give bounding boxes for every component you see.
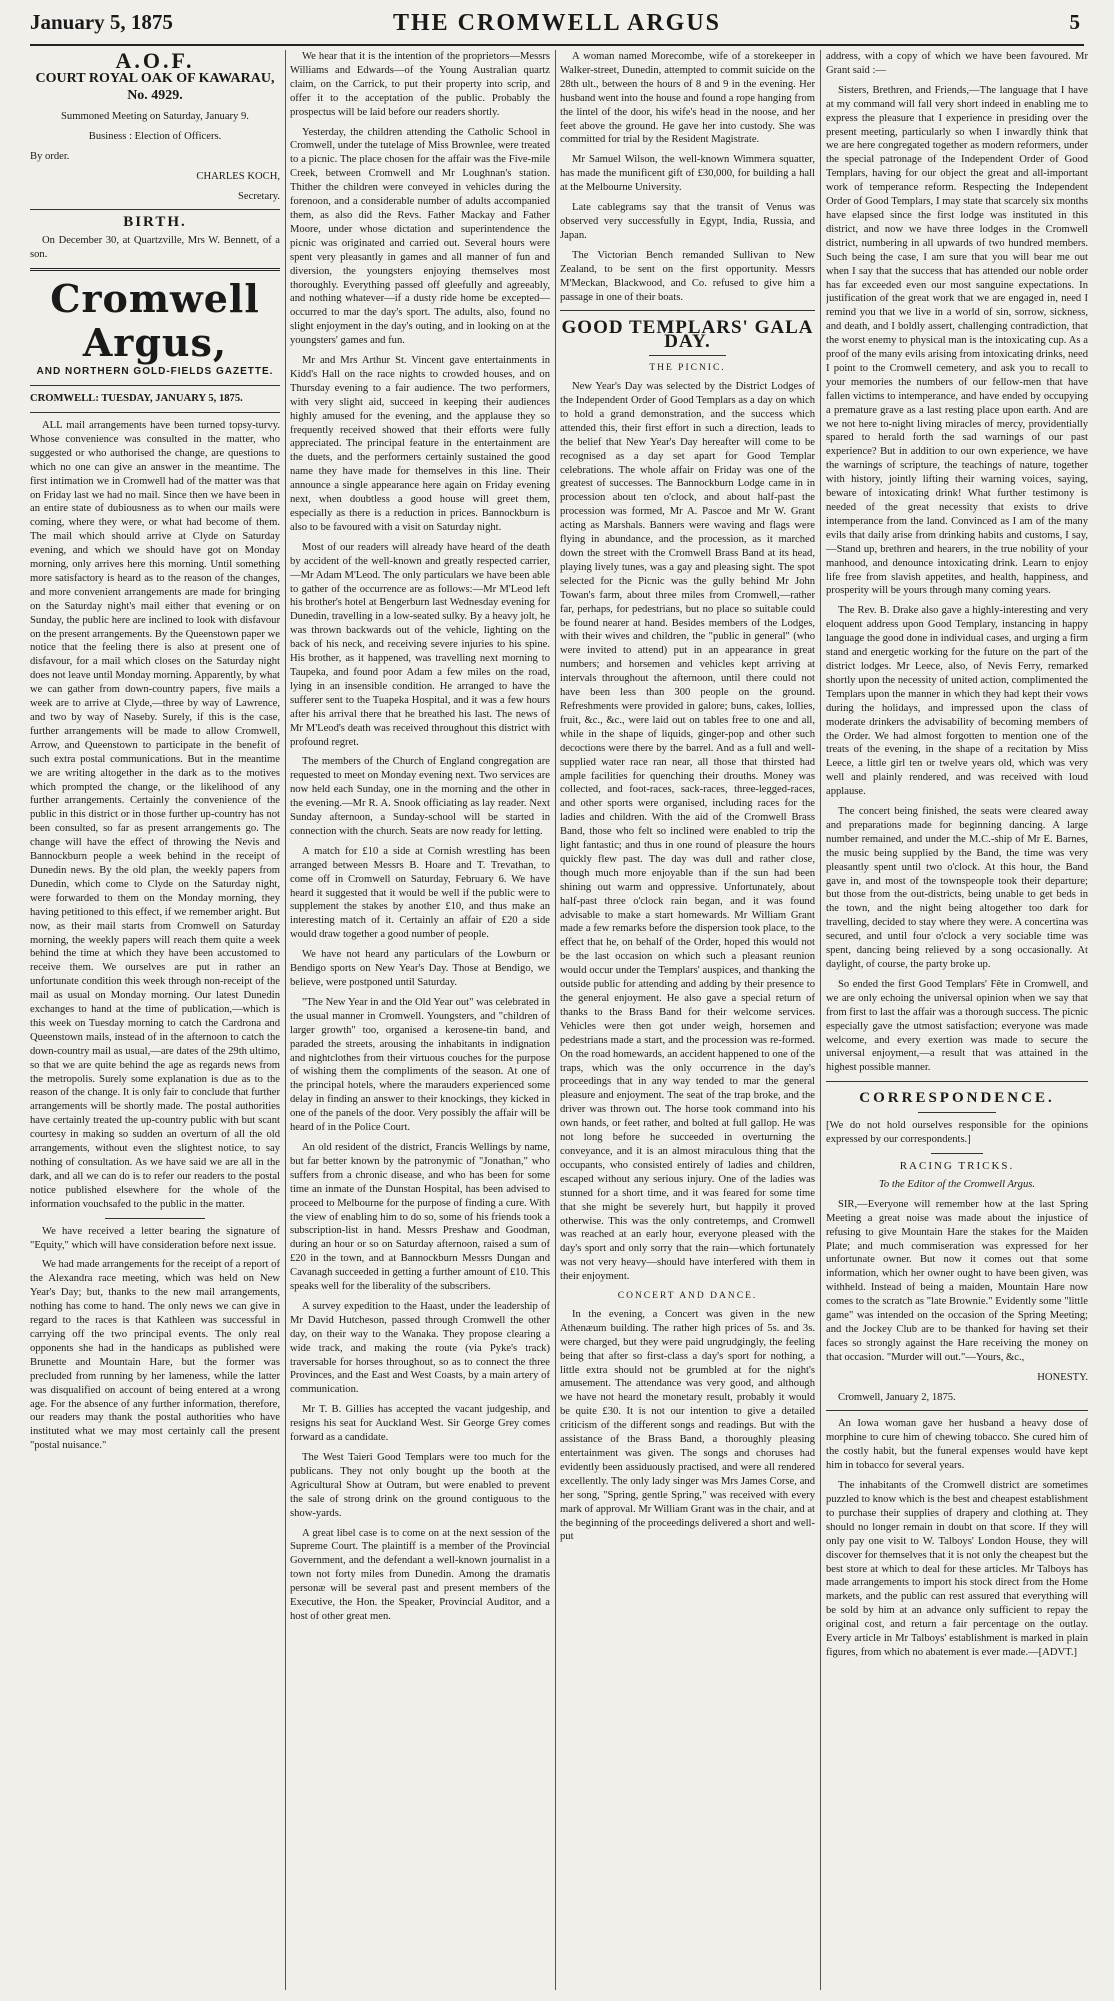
news-paragraph: "The New Year in and the Old Year out" was celebrated in the usual manner in Cromwell. Youngsters, and "children of larger growth" too, organised a kerosene-tin band, and paraded the streets, arousing the inhabitants in indignation and nightclothes from their virtuous couches for the purpose of wishing them the compliments of the season. At one of the principal hotels, where the marauders experienced some delay in finding an answer to their knockings, they kicked in one of the panels of the door. Very possibly the affair will be heard of in the Police Court.	[290, 996, 550, 1134]
letter-signoff: HONESTY.	[1037, 1371, 1088, 1383]
divider	[931, 1153, 983, 1154]
column-3	[560, 50, 815, 1990]
by-order: By order.	[30, 150, 70, 162]
divider	[560, 310, 815, 311]
news-paragraph: The Victorian Bench remanded Sullivan to New Zealand, to be sent on the first opportunity. Messrs M'Meckan, Blackwood, and Co. refused to give him a passage in one of their boats.	[560, 249, 815, 303]
picnic-subheading: THE PICNIC.	[649, 363, 726, 374]
speech-paragraph: Sisters, Brethren, and Friends,—The language that I have at my command will fall very short indeed in enabling me to express the pleasure that I experience in presiding over the present meeting, particularly so when I inwardly think that we are here congregated together as modern reformers, under the special patronage of the Independent Order of Good Templars, having for our object the great and all-important work of temperance reform. Respecting the Independent Order of Good Templars, I may state that scarcely six months have elapsed since the first lodge was instituted in this district, and now we have three lodges in the Cromwell district, numbering in all upwards of two hundred members. Such being the case, I am sure that you will bear me out when I say that the success that has attended our noble order has far exceeded even our most sanguine expectations. In justification of the great work that we are engaged in, need I remind you that we live in a world of sin, sorrow, sickness, and death, and I boldly assert, challenging contradiction, that the worst enemy to physical man is the intoxicating cup. As a proof of the many evils arising from intoxicating drinks, need I point to the Cromwell cemetery, and ask you to recall to your memories the numbers of our fellow-men that have fallen victims to intemperance, and have ended by occupying a premature grave as a last resting place upon earth. And are we not here to-night living miracles of mercy, providentially spared to herald forth the sad warnings of our past experience? But in addition to our own experience, we have the warnings of scripture, the teachings of nature, together with history, jointly lifting their warning voices, saying, beware of intoxicating drink! What further testimony is needed of the great necessity that exists to drive intemperance from the land. Convinced as I am of the many evils that daily arise from drinking habits and customs, I say,—Stand up, brethren and hearers, in the true nobility of your manhood, and denounce intoxicating drink. Learn to enjoy life free from slavish appetites, and health, happiness, and prosperity will be yours through many coming years.	[826, 84, 1088, 597]
letter-body: SIR,—Everyone will remember how at the last Spring Meeting a great noise was made about the injustice of refusing to give Mountain Hare the stakes for the Maiden Plate; and much commiseration was expressed for her unfortunate owner. But now it comes out that some information, which her owner ought to have been given, was withheld. Instead of being a maiden, Mountain Hare now comes to the scratch as "late Brownie." Evidently some "little game" was intended on the occasion of the Spring Meeting; and the Jockey Club are to be thanked for having set their faces so strongly against the Hare receiving the money on that occasion. "Murder will out."—Yours, &c.,	[826, 1198, 1088, 1363]
news-paragraph: We had made arrangements for the receipt of a report of the Alexandra race meeting, which was held on New Year's Day; but, thanks to the new mail arrangements, nothing has come to hand. The only news we can give in regard to the races is that Kathleen was successful in carrying off the two principal events. The only real opponents she had in the handicaps as published were Brunette and Mountain Hare, but the former was precluded from running by her lameness, while the latter was disqualified on account of being entered at a wrong age. For the absence of any further information, therefore, our readers may thank the postal authorities who have instituted what we may most certainly call the present "postal nuisance."	[30, 1259, 280, 1452]
concert-subheading: CONCERT AND DANCE.	[617, 1291, 758, 1302]
news-paragraph: Most of our readers will already have heard of the death by accident of the well-known and greatly respected carrier,—Mr Adam M'Leod. The only particulars we have been able to gather of the occurrence are as follows:—Mr M'Leod left his brother's hotel at Bengerburn last Wednesday evening for Dunedin, travelling in a low-seated sulky. By a heavy jolt, he was thrown backwards out of the vehicle, lighting on the back of his neck, and receiving severe injuries to his spine. His brother, as it happened, was travelling next morning to Taupeka, and found poor Adam a few miles on the road, lying in an insensible condition. He arranged to have the sufferer sent to the Tuapeka Hospital, and it was a few hours after his arrival there that he breathed his last. The news of Mr M'Leod's death was received throughout this district with profound regret.	[290, 541, 550, 748]
news-paragraph: A survey expedition to the Haast, under the leadership of Mr David Hutcheson, passed through Cromwell the other day, on their way to the Wanaka. They propose clearing a wide track, and making the route (via Pyke's track) traversable for horses throughout, so as to connect the three Provinces, and the East and West Coasts, by a main artery of communication.	[290, 1300, 550, 1396]
dateline: CROMWELL: TUESDAY, JANUARY 5, 1875.	[30, 393, 243, 405]
court-name: COURT ROYAL OAK OF KAWARAU, No. 4929.	[35, 70, 275, 103]
divider	[918, 1112, 997, 1113]
news-paragraph: A match for £10 a side at Cornish wrestling has been arranged between Messrs B. Hoare and T. Trevathan, to come off in Cromwell on Saturday, February 6. We have heard it suggested that it would be well if the public were to supplement the stakes by another £10, and thus make an interesting match of it. Certainly an affair of £20 a side would draw together a good number of people.	[290, 845, 550, 941]
news-paragraph: A woman named Morecombe, wife of a storekeeper in Walker-street, Dunedin, attempted to commit suicide on the 28th ult., between the hours of 8 and 9 in the evening. Her husband went into the house and found a rope hanging from the lintel of the door, his wife's head in the noose, and her feet above the ground. He gave her into custody. She was committed for trial by the Resident Magistrate.	[560, 51, 815, 146]
news-paragraph: Late cablegrams say that the transit of Venus was observed very successfully in Egypt, India, Russia, and Japan.	[560, 202, 815, 241]
disclaimer: [We do not hold ourselves responsible for the opinions expressed by our correspondents.]	[826, 1120, 1088, 1146]
column-rule	[285, 50, 286, 1990]
news-paragraph: Mr Samuel Wilson, the well-known Wimmera squatter, has made the munificent gift of £30,000, for building a hall at the Melbourne University.	[560, 154, 815, 194]
article-paragraph: So ended the first Good Templars' Fête in Cromwell, and we are only echoing the universal opinion when we say that from first to last the affair was a thorough success. The picnic especially gave the utmost satisfaction; everyone was made welcome, and every exertion was made to secure the universal enjoyment,—a result that was attained in the highest possible manner.	[826, 978, 1088, 1074]
column-4	[826, 50, 1088, 1990]
divider	[105, 1218, 205, 1219]
letter-addressee: To the Editor of the Cromwell Argus.	[878, 1178, 1036, 1190]
article-paragraph: In the evening, a Concert was given in the new Athenæum building. The rather high prices of 5s. and 3s. were charged, but they were paid ungrudgingly, the feeling being that after so first-class a day's sport for nothing, a little extra should not be grumbled at for the night's amusement. The attendance was very good, and although we have not heard the monetary result, probably it would be quite £30. It is not our intention to give a detailed criticism of the different songs and readings. But with the assistance of the Brass Band, a thoroughly pleasing entertainment was given. The songs and choruses had evidently been assiduously practised, and were all rendered excellently. The only lady singer was Mrs James Corse, and her song, "Spring, gentle Spring," was received with every mark of approval. Mr William Grant was in the chair, and at the beginning of the proceedings delivered a short and well-put	[560, 1308, 815, 1543]
secretary-name: CHARLES KOCH,	[196, 170, 280, 182]
news-paragraph: We hear that it is the intention of the proprietors—Messrs Williams and Edwards—of the Young Australian quartz claim, on the Carrick, to put their property into scrip, and offer it to the acceptation of the public. Probably the prospectus will be laid before our readers shortly.	[290, 51, 550, 118]
article-paragraph: The concert being finished, the seats were cleared away and preparations made for beginning dancing. A large number remained, and under the M.C.-ship of Mr E. Barnes, the music being supplied by the Band, the time was very pleasantly spent until two o'clock. At this hour, the Band gave in, and most of the townspeople took their departure; but those from the out-districts, being unable to get beds in the town, and the night being altogether too dark for travelling, decided to stay where they were. A concertina was secured, and until four o'clock a very sociable time was spent, dancing being relieved by a song occasionally. At daylight, of course, the party broke up.	[826, 806, 1088, 970]
news-paragraph: Mr and Mrs Arthur St. Vincent gave entertainments in Kidd's Hall on the race nights to crowded houses, and on Thursday evening to a fair audience. The two performers, with very slight aid, succeed in keeping their audiences highly amused for the evening, and the applause they so frequently received showed that their efforts were fully appreciated. The principal feature in the entertainment are the duets, and the performers certainly sustained the good name they have made for themselves in this line. Their announce a single appearance here again on Friday evening next, when doubtless a good house will greet them, especially as there is a reduction in prices. Bannockburn is also to be favoured with a visit on Saturday night.	[290, 355, 550, 533]
masthead	[30, 10, 1084, 46]
divider	[30, 268, 280, 271]
divider	[826, 1410, 1088, 1411]
business-notice: Business : Election of Officers.	[88, 130, 222, 142]
divider	[30, 385, 280, 386]
birth-heading: BIRTH.	[123, 214, 187, 231]
news-paragraph: Yesterday, the children attending the Catholic School in Cromwell, under the tutelage of Miss Brownlee, were treated to a picnic. The place chosen for the affair was the Five-mile Creek, between Cromwell and Mr Loughnan's station. Thither the children were conveyed in vehicles during the forenoon, and a considerable number of adults accompanied them, as also did the Revs. Father Mackay and Father Moore, under whose dictation and superintendence the picnic was originated and carried out. Several hours were spent very pleasantly in games and all manner of fun and diversion, the youngsters enjoying themselves most thoroughly. Everything passed off gleefully and agreeably, and nothing whatever—if a dusty ride home be excepted—occurred to mar the day's sport. The adults, also, found no slight enjoyment in the day's outing, and in looking on at the youngsters' games and fun.	[290, 126, 550, 347]
editorial-paragraph: ALL mail arrangements have been turned topsy-turvy. Whose convenience was consulted in the matter, who suggested or who authorised the change, are questions to which no one can give an answer in the meantime. The first intimation we in Cromwell had of the matter was that on Friday last we had no mail. Since then we have been in an entire state of dubiousness as to when our mails were coming, where they were, or what had become of them. The mail which should arrive at Clyde on Saturday evening, and which we should have got on Monday morning, only arrives here this morning. Until something more satisfactory is heard as to the reason of the changes, and more convenient arrangements are made for bringing on the Saturday night's mail either that evening or on Sunday, the public here are inclined to look with disfavour on the present arrangements. By the Queenstown paper we notice that the feeling there is also at present one of disfavour, for a mail which closes on the Saturday night does not leave until Monday morning. Apparently, by what we can gather from down-country papers, five mails a week are to arrive at Clyde,—three by way of Lawrence, and two by way of Naseby. Surely, if this is the case, further arrangements will be made to allow Cromwell, Arrow, and Queenstown to participate in the benefit of such extra postal communications. But in the meantime we are writing altogether in the dark as to the motives which prompted the change, or the likelihood of any further arrangements. Certainly the convenience of the public in this district or in those further up-country has not been consulted, so far as present arrangements go. The change will have the effect of throwing the Nevis and Bannockburn people a week behind in the receipt of Dunedin news. By the old plan, the weekly papers from Dunedin, which come to Clyde on the Saturday night, were forwarded to them on the Monday morning, they having petitioned to this effect, if we remember aright. But now, as their mail starts from Cromwell on Saturday morning, the weekly papers will reach them quite a week behind the time at which they have been accustomed to receive them. We ourselves are put in rather an unfortunate condition this week through non-receipt of the mail as usual on Monday morning. Our latest Dunedin exchanges to hand at the time of publication,—which is this week on Tuesday morning to catch the Cardrona and Queenstown mails, instead of in the afternoon to catch the down-country mail as usual,—are dates of the 29th ultimo, so that we are quite behind the age as regards news from the metropolis. Surely some explanation is due as to the reason of the change. It is only fair to conclude that further arrangements will be shortly made. The postal authorities have certainly treated the up-country public with but scant courtesy in making so sudden an overturn of all the old arrangements, without even the slightest notice, to say nothing of consultation. As we have said we are all in the dark, and all we can do is to refer our readers to the postal notice published elsewhere for the whole of the information vouchsafed to the public in the matter.	[30, 419, 280, 1210]
news-paragraph: Mr T. B. Gillies has accepted the vacant judgeship, and resigns his seat for Auckland West. Sir George Grey comes forward as a candidate.	[290, 1404, 550, 1444]
column-1	[30, 50, 280, 1990]
column-rule	[820, 50, 821, 1990]
news-paragraph: We have received a letter bearing the signature of "Equity," which will have consideration before next issue.	[30, 1225, 280, 1251]
birth-notice: On December 30, at Quartzville, Mrs W. Bennett, of a son.	[30, 235, 280, 261]
masthead-title: THE CROMWELL ARGUS	[392, 10, 722, 36]
gala-day-heading: GOOD TEMPLARS' GALA DAY.	[561, 317, 814, 353]
article-paragraph: address, with a copy of which we have been favoured. Mr Grant said :—	[826, 51, 1088, 76]
divider	[649, 355, 726, 356]
news-paragraph: A great libel case is to come on at the next session of the Supreme Court. The plaintiff is a member of the Provincial Government, and the defendant a well-known journalist in a town not forty miles from Dunedin. Among the dramatis personæ will be several past and present members of the Executive, the Hon. the Speaker, Provincial Auditor, and a host of other great men.	[290, 1527, 550, 1622]
column-rule	[555, 50, 556, 1990]
news-paragraph: The West Taieri Good Templars were too much for the publicans. They not only bought up the booth at the Agricultural Show at Outram, but were enabled to prevent the sale of strong drink on the ground contiguous to the show-yards.	[290, 1452, 550, 1519]
letter-date: Cromwell, January 2, 1875.	[838, 1391, 956, 1403]
divider	[826, 1081, 1088, 1082]
article-paragraph: New Year's Day was selected by the District Lodges of the Independent Order of Good Templars as a day on which to hold a grand demonstration, and the success which attended this, their first effort in such a direction, leads to the belief that New Year's Day hereafter will come to be recognised as a day set apart for Good Templar celebrations. The whole affair on Friday was one of the greatest of successes. The Bannockburn Lodge came in in procession about ten o'clock, and about half-past the procession was formed, Mr A. Pascoe and Mr W. Grant acting as Marshals. Banners were waving and flags were flying in abundance, and the procession, as it marched down the street with the Cromwell Brass Band at its head, playing lively tunes, was a gay and pleasing sight. The spot selected for the Picnic was the gully behind Mr John Towan's farm, about three miles from Cromwell,—rather far, perhaps, for pedestrians, but no place so suitable could be found nearer at hand. Besides members of the Lodges, with their wives and children, the "public in general" (who were invited to attend) put in an appearance in great numbers; and horsemen and vehicles kept arriving at intervals throughout the afternoon, until there could not have been less than 300 people on the ground. Refreshments were provided in galore; buns, cakes, lollies, fruit, &c., &c., were laid out on tables free to one and all, while in the shape of liquids, ginger-pop and other such decoctions were there by the barrel. And as a full and well-supplied water race ran near, all those that thirsted had ample facilities for quenching their drouths. Money was collected, and foot-races, sack-races, three-legged-races, and other sports were organised, including races for the ladies and children. With the aid of the Cromwell Brass Band, those who felt so inclined were enabled to trip the light fantastic; and thus in one round of pleasure the hours quickly flew past. The day was dull and rather close, though much more enjoyable than if the sun had been shining out warm and oppressive. Unfortunately, about half-past three o'clock rain began, and it was found advisable to make a start homewards. Mr William Grant made a few remarks before the dispersion took place, to the effect that he, on behalf of the Order, hoped this would not be the last occasion on which such a pleasant reunion would occur under the Templars' auspices, and thanking the outside public for attending and adding by their presence to the general enjoyment. He also gave a special return of thanks to the Brass Band for their welcome services. Vehicles were then got under weigh, horsemen and pedestrians made a start, and the procession was re-formed. On the road homewards, an accident happened to one of the traps, which was the only occurrence in the day's proceedings that in any way tended to mar the general pleasure and enjoyment. The seat of the trap broke, and the driver was thrown out. The horse took command into his own hands, or feet rather, and bolted at full gallop. He was not long before he succeeded in overturning the conveyance, and it is an almost miraculous thing that the occupants, who consisted entirely of ladies and children, escaped without any serious injury. One of the ladies was stunned for a short time, and it was feared for some time that she might be severely hurt, but happily it proved otherwise. This was the only contretemps, and Cromwell was reached at an early hour, everyone pleased with the day's sport and only sorry that the rain—which fortunately was not very heavy—should have interfered with them in their enjoyment.	[560, 381, 815, 1283]
news-paragraph: An old resident of the district, Francis Wellings by name, but far better known by the patronymic of "Jonathan," who suffers from a chronic disease, and who has been for some time an inmate of the Dunstan Hospital, has been advised to proceed to Melbourne for the purpose of finding a cure. With the view of enabling him to do so, some of his friends took a subscription-list in hand. Messrs Preshaw and Goodman, during an hour or so on Saturday afternoon, raised a sum of £20 in the town, and at Bannockburn Messrs Dungan and Cavanagh succeeded in getting a further amount of £10. This speaks well for the liberality of the subscribers.	[290, 1141, 550, 1293]
article-paragraph: The Rev. B. Drake also gave a highly-interesting and very eloquent address upon Good Templary, instancing in happy language the good done in individual cases, and urging a firm stand and energetic working for the future on the part of the district lodges. Mr Leece, also, of Nevis Ferry, remarked shortly upon the necessity of united action, complimented the Templars upon the manner in which they had kept their vows during the holidays, and impressed upon the class of moderate drinkers the advisability of becoming members of the Order. We had almost forgotten to mention one of the treats of the evening, in the shape of a recitation by Miss Leece, a little girl ten or twelve years old, which was very well and plainly rendered, and was received with loud applause.	[826, 605, 1088, 798]
correspondence-heading: CORRESPONDENCE.	[859, 1090, 1055, 1107]
divider	[30, 209, 280, 210]
secretary-title: Secretary.	[238, 190, 280, 202]
divider	[30, 412, 280, 413]
news-paragraph: The members of the Church of England congregation are requested to meet on Monday evening next. Two services are now held each Sunday, one in the morning and the other in the evening.—Mr R. A. Snook officiating as lay reader. Next Sunday afternoon, a Sunday-school will be started in connection with the church. Seats are now ready for letting.	[290, 756, 550, 837]
news-paragraph: An Iowa woman gave her husband a heavy dose of morphine to cure him of chewing tobacco. She cured him of the costly habit, but the funeral expenses would have kept him in tobacco for several years.	[826, 1418, 1088, 1472]
masthead-date: January 5, 1875	[30, 10, 173, 34]
letter-heading: RACING TRICKS.	[899, 1159, 1015, 1172]
advertisement-paragraph: The inhabitants of the Cromwell district are sometimes puzzled to know which is the best and cheapest establishment to purchase their supplies of drapery and clothing at. They should no longer remain in doubt on that score. If they will only pay one visit to W. Talboys' London House, they will discover for themselves that it is not only the cheapest but the best store at which to deal for these articles. Mr Talboys has made arrangements to import his stock direct from the Home markets, and the public can rest assured that everything will be sold by him at an advance only sufficient to repay the original cost, and return a fair percentage on the outlay. Every article in Mr Talboys' establishment is marked in plain figures, from which no abatement is ever made.—[ADVT.]	[826, 1480, 1088, 1658]
nameplate-subtitle: AND NORTHERN GOLD-FIELDS GAZETTE.	[36, 366, 274, 378]
column-2	[290, 50, 550, 1990]
nameplate: Cromwell Argus,	[50, 276, 260, 366]
aof-heading: A.O.F.	[115, 50, 195, 73]
meeting-notice: Summoned Meeting on Saturday, January 9.	[61, 110, 249, 122]
page-number: 5	[1069, 10, 1080, 34]
news-paragraph: We have not heard any particulars of the Lowburn or Bendigo sports on New Year's Day. Those at Bendigo, we believe, were postponed until Saturday.	[290, 949, 550, 988]
